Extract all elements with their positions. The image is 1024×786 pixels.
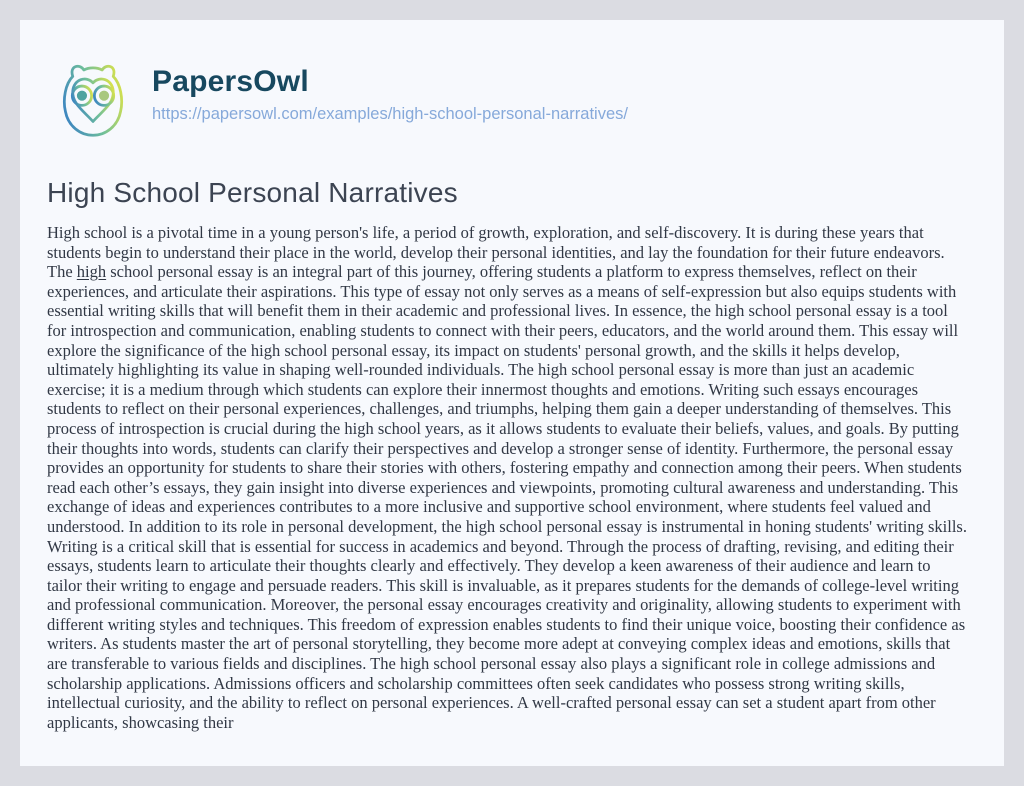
body-text-segment: High school is a pivotal time in a young person's life, a period of growth, exploration, and self-discovery. It is during these years that students begin to understand their place in the world, develop their personal identities, and lay the foundation for their future endeavors. The (47, 223, 945, 282)
papersowl-owl-logo-icon (47, 58, 139, 150)
body-text-segment: school personal essay is an integral part of this journey, offering students a platform to express themselves, reflect on their experiences, and articulate their aspirations. This type of essay not only serves as a means of self-expression but also equips students with essential writing skills that will benefit them in their academic and professional lives. In essence, the high school personal essay is a tool for introspection and communication, enabling students to connect with their peers, educators, and the world around them. This essay will explore the significance of the high school personal essay, its impact on students' personal growth, and the skills it helps develop, ultimately highlighting its value in shaping well-rounded individuals. The high school personal essay is more than just an academic exercise; it is a medium through which students can explore their innermost thoughts and emotions. Writing such essays encourages students to reflect on their personal experiences, challenges, and triumphs, helping them gain a deeper understanding of themselves. This process of introspection is crucial during the high school years, as it allows students to evaluate their beliefs, values, and goals. By putting their thoughts into words, students can clarify their perspectives and develop a stronger sense of identity. Furthermore, the personal essay provides an opportunity for students to share their stories with others, fostering empathy and connection among their peers. When students read each other’s essays, they gain insight into diverse experiences and viewpoints, promoting cultural awareness and understanding. This exchange of ideas and experiences contributes to a more inclusive and supportive school environment, where students feel valued and understood. In addition to its role in personal development, the high school personal essay is instrumental in honing students' writing skills. Writing is a critical skill that is essential for success in academics and beyond. Through the process of drafting, revising, and editing their essays, students learn to articulate their thoughts clearly and effectively. They develop a keen awareness of their audience and learn to tailor their writing to engage and persuade readers. This skill is invaluable, as it prepares students for the demands of college-level writing and professional communication. Moreover, the personal essay encourages creativity and originality, allowing students to experiment with different writing styles and techniques. This freedom of expression enables students to find their unique voice, boosting their confidence as writers. As students master the art of personal storytelling, they become more adept at conveying complex ideas and emotions, skills that are transferable to various fields and disciplines. The high school personal essay also plays a significant role in college admissions and scholarship applications. Admissions officers and scholarship committees often seek candidates who possess strong writing skills, intellectual curiosity, and the ability to reflect on personal experiences. A well-crafted personal essay can set a student apart from other applicants, showcasing their (47, 262, 967, 732)
page-title: High School Personal Narratives (47, 177, 458, 208)
document-card (20, 20, 1004, 766)
header-text (152, 58, 628, 124)
essay-body (47, 223, 968, 732)
source-url-link[interactable]: https://papersowl.com/examples/high-school-personal-narratives/ (152, 105, 628, 123)
underlined-word: high (76, 262, 107, 282)
brand-name: PapersOwl (152, 65, 309, 98)
site-header (47, 58, 970, 150)
